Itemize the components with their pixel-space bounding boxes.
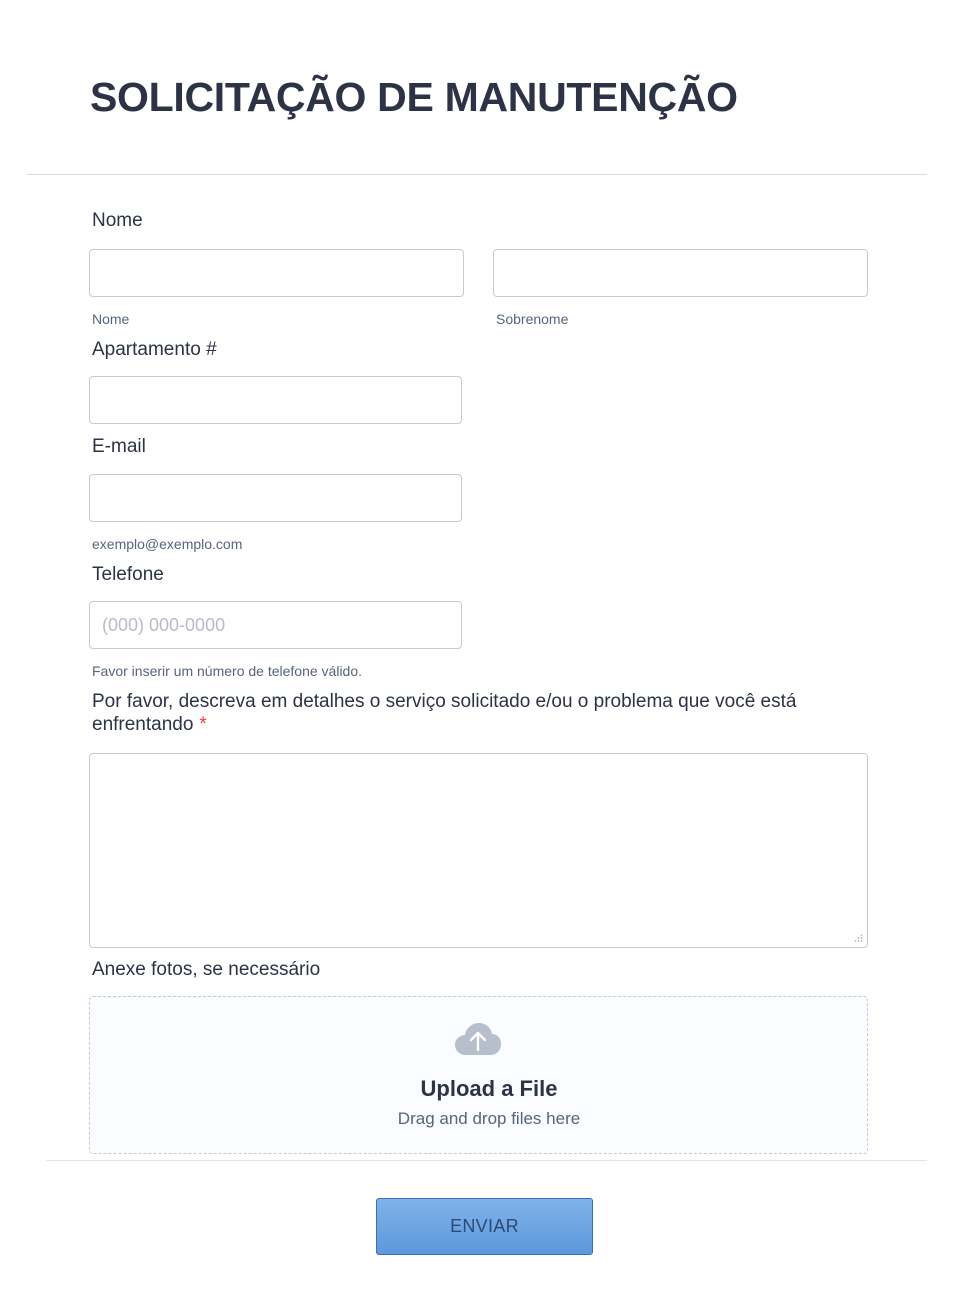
email-input[interactable] [89,474,462,522]
name-label: Nome [92,210,143,231]
description-label [92,690,882,736]
last-name-sublabel: Sobrenome [496,311,569,327]
footer-divider [46,1160,927,1161]
header-divider [27,174,927,175]
submit-button[interactable]: ENVIAR [376,1198,593,1255]
email-label: E-mail [92,436,146,457]
upload-subtitle: Drag and drop files here [397,1109,581,1128]
phone-label: Telefone [92,564,164,585]
first-name-input[interactable] [89,249,464,297]
last-name-input[interactable] [493,249,868,297]
phone-placeholder: (000) 000-0000 [102,614,226,635]
resize-grip-icon[interactable] [853,933,863,943]
upload-title: Upload a File [420,1076,558,1101]
form-title: SOLICITAÇÃO DE MANUTENÇÃO [90,74,738,120]
phone-input[interactable] [89,601,462,649]
required-mark: * [199,714,207,735]
phone-sublabel: Favor inserir um número de telefone válido. [92,663,363,679]
first-name-sublabel: Nome [92,311,130,327]
attachments-label: Anexe fotos, se necessário [92,959,321,980]
description-textarea[interactable] [89,753,868,948]
email-sublabel: exemplo@exemplo.com [92,536,243,552]
description-label-text: Por favor, descreva em detalhes o serviço solicitado e/ou o problema que você está enfrentando [92,691,797,735]
apartment-input[interactable] [89,376,462,424]
apartment-label: Apartamento # [92,339,217,360]
cloud-upload-icon [454,1020,502,1058]
